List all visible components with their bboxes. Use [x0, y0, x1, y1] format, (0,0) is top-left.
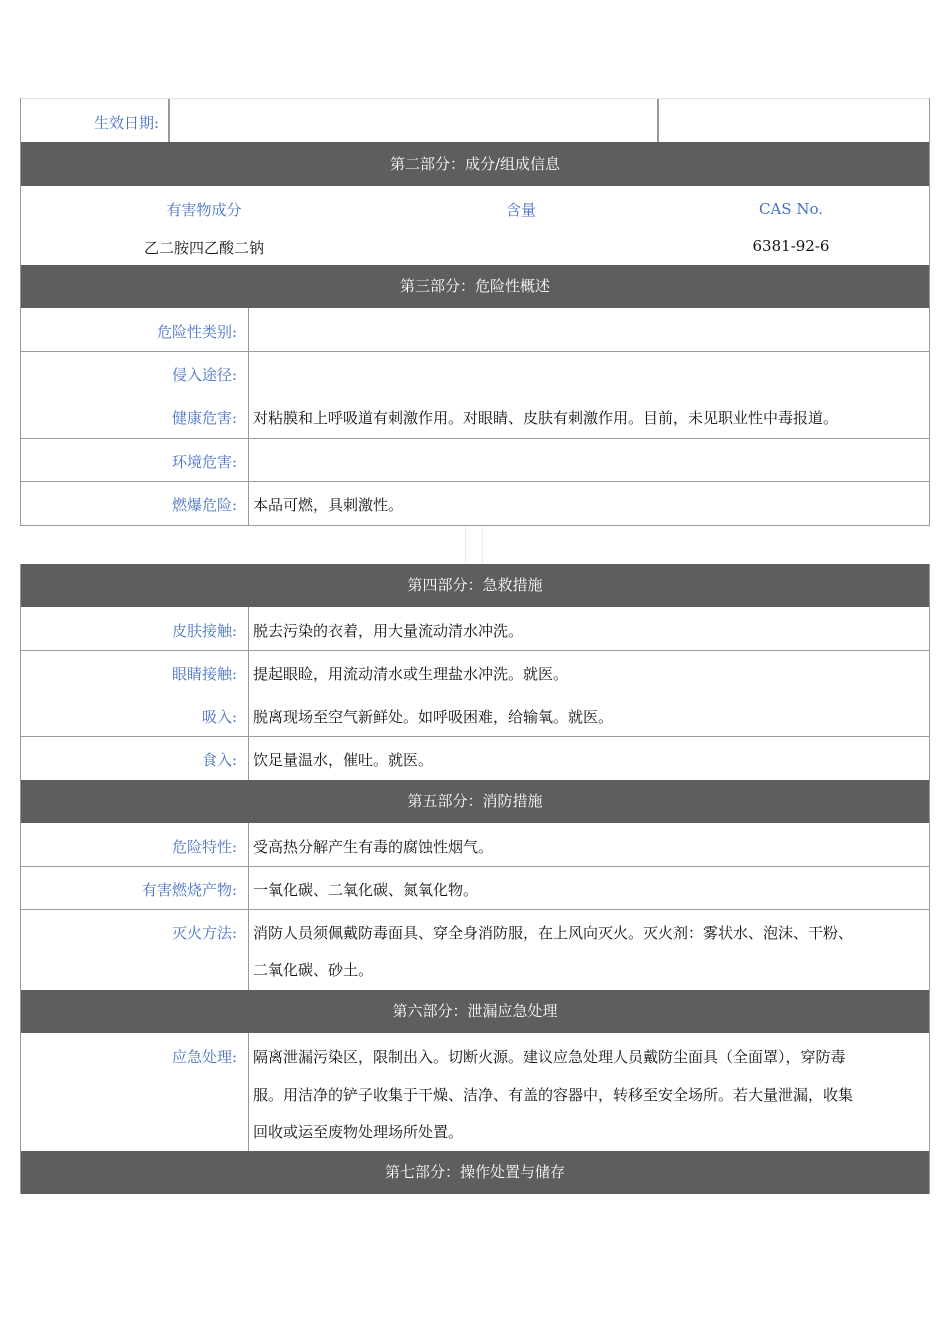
page-break: [465, 526, 483, 564]
inhalation-value: 脱离现场至空气新鲜处。如呼吸困难，给输氧。就医。: [253, 708, 614, 726]
combustion-products-value: 一氧化碳、二氧化碳、氮氧化物。: [253, 881, 479, 899]
section6-title: 第六部分：泄漏应急处理: [392, 1002, 558, 1020]
section4-title: 第四部分：急救措施: [407, 576, 543, 594]
section4-header: [21, 564, 929, 607]
extinguish-method-line1: 消防人员须佩戴防毒面具、穿全身消防服，在上风向灭火。灭火剂：雾状水、泡沫、干粉、: [253, 924, 854, 942]
fire-hazard-label: 危险特性:: [171, 838, 237, 856]
effective-date-row: [21, 98, 929, 142]
msds-table-top: [20, 98, 930, 526]
section3-header: [21, 265, 929, 308]
inhalation-label: 吸入:: [201, 708, 237, 726]
skin-contact-value: 脱去污染的衣着，用大量流动清水冲洗。: [253, 622, 524, 640]
msds-table-bottom: [20, 564, 930, 1194]
section7-title: 第七部分：操作处置与储存: [384, 1163, 565, 1181]
fire-label: 燃爆危险:: [171, 496, 237, 514]
fire-hazard-value: 受高热分解产生有毒的腐蚀性烟气。: [253, 838, 494, 856]
combustion-products-label: 有害燃烧产物:: [141, 881, 237, 899]
route-label: 侵入途径:: [171, 366, 237, 384]
ingestion-value: 饮足量温水，催吐。就医。: [253, 751, 434, 769]
section2-title: 第二部分：成分/组成信息: [389, 155, 561, 173]
section3-title: 第三部分：危险性概述: [399, 277, 550, 295]
section5-header: [21, 780, 929, 823]
section7-header: [21, 1151, 929, 1194]
extinguish-method-label: 灭火方法:: [171, 924, 237, 942]
eye-contact-value: 提起眼睑，用流动清水或生理盐水冲洗。就医。: [253, 665, 569, 683]
health-label: 健康危害:: [171, 409, 237, 427]
section3-rows: [21, 308, 929, 526]
extinguish-method-line2: 二氧化碳、砂土。: [253, 961, 374, 979]
composition-name: 乙二胺四乙酸二钠: [143, 239, 264, 257]
hazard-class-label: 危险性类别:: [156, 323, 237, 341]
col-content: 含量: [505, 201, 536, 219]
section4-rows: [21, 607, 929, 780]
ingestion-label: 食入:: [201, 751, 237, 769]
col-hazard-name: 有害物成分: [166, 201, 242, 219]
fire-value: 本品可燃，具刺激性。: [253, 496, 404, 514]
col-cas: CAS No.: [758, 200, 823, 218]
emergency-line1: 隔离泄漏污染区，限制出入。切断火源。建议应急处理人员戴防尘面具（全面罩），穿防毒: [253, 1048, 846, 1066]
section5-rows: [21, 823, 929, 990]
section2-header: [21, 142, 929, 186]
emergency-line2: 服。用洁净的铲子收集于干燥、洁净、有盖的容器中，转移至安全场所。若大量泄漏，收集: [253, 1086, 854, 1104]
section6-rows: [21, 1033, 929, 1151]
skin-contact-label: 皮肤接触:: [171, 622, 237, 640]
health-value: 对粘膜和上呼吸道有刺激作用。对眼睛、皮肤有刺激作用。目前，未见职业性中毒报道。: [253, 409, 839, 427]
eye-contact-label: 眼睛接触:: [171, 665, 237, 683]
effective-date-label: 生效日期:: [93, 114, 159, 132]
section6-header: [21, 990, 929, 1033]
emergency-label: 应急处理:: [171, 1048, 237, 1066]
env-label: 环境危害:: [171, 453, 237, 471]
section5-title: 第五部分：消防措施: [407, 792, 543, 810]
composition-table: [21, 186, 929, 265]
composition-cas: 6381-92-6: [752, 237, 830, 255]
emergency-line3: 回收或运至废物处理场所处置。: [253, 1123, 464, 1141]
